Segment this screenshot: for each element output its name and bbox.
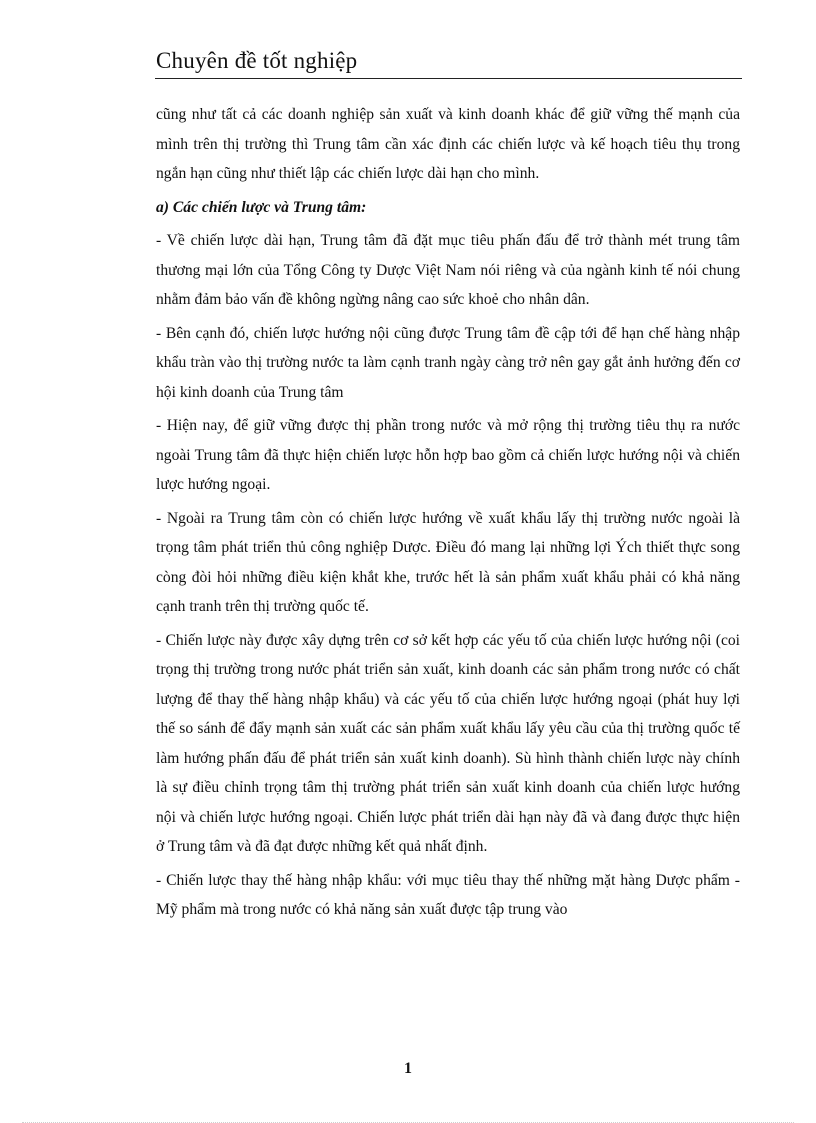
body-text: [156, 100, 740, 929]
header-divider: [155, 78, 742, 79]
paragraph-import-substitution: - Chiến lược thay thế hàng nhập khẩu: với mục tiêu thay thế những mặt hàng Dược phẩm - Mỹ phẩm mà trong nước có khả năng sản xuất được tập trung vào: [156, 871, 740, 918]
section-heading: a) Các chiến lược và Trung tâm:: [156, 198, 367, 216]
paragraph-long-term-strategy: - Về chiến lược dài hạn, Trung tâm đã đặt mục tiêu phấn đấu để trở thành mét trung tâm thương mại lớn của Tổng Công ty Dược Việt Nam nói riêng và của ngành kinh tế nói chung nhằm đảm bảo vấn đề không ngừng nâng cao sức khoẻ cho nhân dân.: [156, 232, 740, 308]
paragraph-combined-strategy: - Chiến lược này được xây dựng trên cơ sở kết hợp các yếu tố của chiến lược hướng nội (coi trọng thị trường trong nước phát triển sản xuất, kinh doanh các sản phẩm trong nước có chất lượng để thay thế hàng nhập khẩu) và các yếu tố của chiến lược hướng ngoại (phát huy lợi thế so sánh để đẩy mạnh sản xuất các sản phẩm xuất khẩu lấy yêu cầu của thị trường quốc tế làm hướng phấn đấu để phát triển sản xuất kinh doanh). Sù hình thành chiến lược này chính là sự điều chỉnh trọng tâm thị trường phát triển sản xuất kinh doanh của chiến lược hướng nội và chiến lược hướng ngoại. Chiến lược phát triển dài hạn này đã và đang được thực hiện ở Trung tâm và đã đạt được những kết quả nhất định.: [156, 631, 740, 855]
paragraph-inward-strategy: - Bên cạnh đó, chiến lược hướng nội cũng được Trung tâm đề cập tới để hạn chế hàng nhập khẩu tràn vào thị trường nước ta làm cạnh tranh ngày càng trở nên gay gắt ảnh hưởng đến cơ hội kinh doanh của Trung tâm: [156, 324, 740, 401]
paragraph-export-strategy: - Ngoài ra Trung tâm còn có chiến lược hướng về xuất khẩu lấy thị trường nước ngoài là trọng tâm phát triển thủ công nghiệp Dược. Điều đó mang lại những lợi Ých thiết thực song còng đòi hỏi những điều kiện khắt khe, trước hết là sản phẩm xuất khẩu phải có khả năng cạnh tranh trên thị trường quốc tế.: [156, 509, 740, 615]
paragraph-mixed-strategy: - Hiện nay, để giữ vững được thị phần trong nước và mở rộng thị trường tiêu thụ ra nước ngoài Trung tâm đã thực hiện chiến lược hỗn hợp bao gồm cả chiến lược hướng nội và chiến lược hướng ngoại.: [156, 417, 740, 493]
header-title: Chuyên đề tốt nghiệp: [156, 48, 358, 73]
paragraph-intro: cũng như tất cả các doanh nghiệp sản xuất và kinh doanh khác để giữ vững thế mạnh của mình trên thị trường thì Trung tâm cần xác định các chiến lược và kế hoạch tiêu thụ trong ngắn hạn cũng như thiết lập các chiến lược dài hạn cho mình.: [156, 106, 740, 182]
page-number: 1: [404, 1060, 412, 1077]
